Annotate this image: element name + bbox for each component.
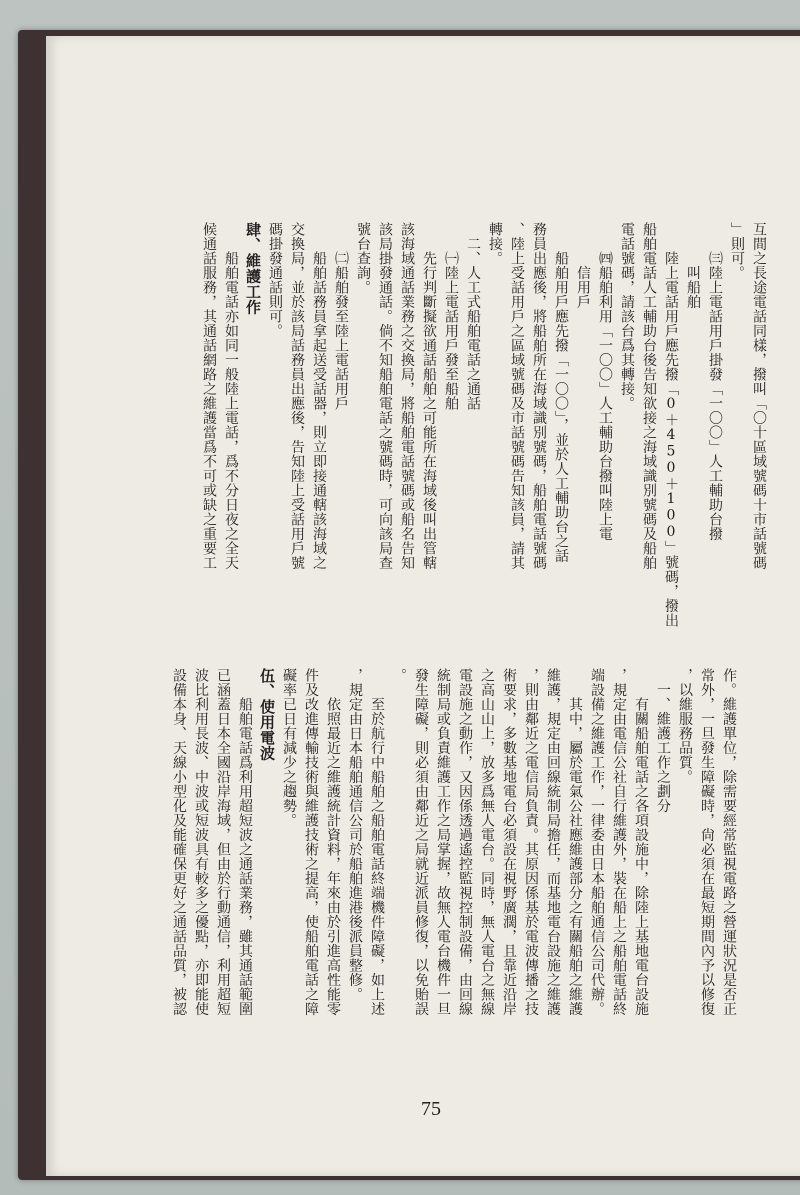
- text-column: 維護，規定由回線統制局擔任，而基地電台設施之維護: [545, 668, 561, 1016]
- lower-text-block: [171, 668, 740, 1168]
- text-column: 船舶電話人工輔助台後告知欲接之海域識別號碼及船舶: [641, 222, 657, 570]
- text-column: 設備本身、天線小型化及能確保更好之通話品質，被認: [171, 668, 187, 1016]
- text-column: 先行判斷擬欲通話船舶之可能所在海域後叫出管轄: [421, 222, 437, 570]
- text-column: 有關船舶電話之各項設施中，除陸上基地電台設施: [633, 668, 649, 1016]
- text-column: 作。維護單位，除需要經常監視電路之營運狀況是否正: [721, 668, 737, 1016]
- book-page: [46, 36, 800, 1176]
- text-column: 礙率已日有減少之趨勢。: [281, 668, 297, 828]
- text-column: 號台查詢。: [355, 222, 371, 295]
- text-column: 該局掛發通話。倘不知船舶電話之號碼時，可向該局查: [377, 222, 393, 570]
- text-column: 碼掛發通話則可。: [267, 222, 283, 338]
- text-column: ，規定由電信公社自行維護外，裝在船上之船舶電話終: [611, 668, 627, 1016]
- text-column: 轉接。: [487, 222, 503, 266]
- text-column: ㈢陸上電話用戶掛發「一〇〇」人工輔助台撥: [707, 222, 723, 541]
- text-column: 之高山山上，放多爲無人電台。同時，無人電台之無線: [479, 668, 495, 1016]
- text-column: 。: [391, 668, 407, 683]
- text-column: 端設備之維護工作，一律委由日本船舶通信公司代辦。: [589, 668, 605, 1016]
- text-column: 依照最近之維護統計資料，年來由於引進高性能零: [325, 668, 341, 1016]
- text-column: 統制局或負責維護工作之局掌握，故無人電台機件一旦: [435, 668, 451, 1016]
- text-column: 船舶用戶應先撥「一〇〇」，並於人工輔助台之話: [553, 222, 569, 563]
- text-column: 伍、使用電波: [258, 668, 276, 761]
- text-column: 肆、維護工作: [244, 222, 262, 315]
- text-column: 常外，一旦發生障礙時，尙必須在最短期間內予以修復: [699, 668, 715, 1016]
- text-column: 、陸上受話用戶之區域號碼及市話號碼告知該員，請其: [509, 222, 525, 570]
- text-column: ，規定由日本船舶通信公司於船舶進港後派員整修。: [347, 668, 363, 1002]
- upper-text-block: [201, 222, 770, 662]
- text-column: 件及改進傳輸技術與維護技術之提高，使船舶電話之障: [303, 668, 319, 1016]
- text-column: 電話號碼，請該台爲其轉接。: [619, 222, 635, 411]
- text-column: 叫船舶: [685, 222, 701, 309]
- text-column: 信用戶: [575, 222, 591, 309]
- text-column: 二、人工式船舶電話之通話: [465, 222, 481, 411]
- text-column: 至於航行中船舶之船舶電話終端機件障礙，如上述: [369, 668, 385, 1016]
- text-column: 船舶話務員拿起送受話器，則立即接通轄該海域之: [311, 222, 327, 570]
- text-column: ，則由鄰近之電信局負責。其原因係基於電波傳播之技: [523, 668, 539, 1016]
- text-column: 波比利用長波、中波或短波具有較多之優點，亦即能使: [193, 668, 209, 1016]
- text-column: ㈡船舶發至陸上電話用戶: [333, 222, 349, 411]
- text-column: 務員出應後，將船舶所在海域識別號碼，船舶電話號碼: [531, 222, 547, 570]
- text-column: ㈣船舶利用「一〇〇」人工輔助台撥叫陸上電: [597, 222, 613, 541]
- text-column: 一、維護工作之劃分: [655, 668, 671, 813]
- text-column: ㈠陸上電話用戶發至船舶: [443, 222, 459, 411]
- text-column: 候通話服務，其通話網路之維護當爲不可或缺之重要工: [201, 222, 217, 570]
- text-column: 船舶電話爲利用超短波之通話業務，雖其通話範圍: [237, 668, 253, 1016]
- text-column: 船舶電話亦如同一般陸上電話，爲不分日夜之全天: [223, 222, 239, 570]
- text-column: 」則可。: [729, 222, 745, 280]
- text-column: 其中，屬於電氣公社應維護部分之有關船舶之維護: [567, 668, 583, 1016]
- text-column: 該海域通話業務之交換局，將船舶電話號碼或船名告知: [399, 222, 415, 570]
- text-column: ，以維服務品質。: [677, 668, 693, 784]
- text-column: 陸上電話用戶應先撥「0＋450＋100」號碼，撥出: [663, 222, 679, 628]
- text-column: 術要求，多數基地電台必須設在視野廣濶，且靠近沿岸: [501, 668, 517, 1016]
- text-column: 電設施之動作，又因係透過遙控監視控制設備，由回線: [457, 668, 473, 1016]
- text-column: 交換局，並於該局話務員出應後，告知陸上受話用戶號: [289, 222, 305, 570]
- text-column: 發生障礙，則必須由鄰近之局就近派員修復，以免貽誤: [413, 668, 429, 1016]
- text-column: 互間之長途電話同樣，撥叫「〇十區域號碼十市話號碼: [751, 222, 767, 570]
- page-number: 75: [421, 1098, 441, 1120]
- text-column: 已涵蓋日本全國沿岸海域，但由於行動通信，利用超短: [215, 668, 231, 1016]
